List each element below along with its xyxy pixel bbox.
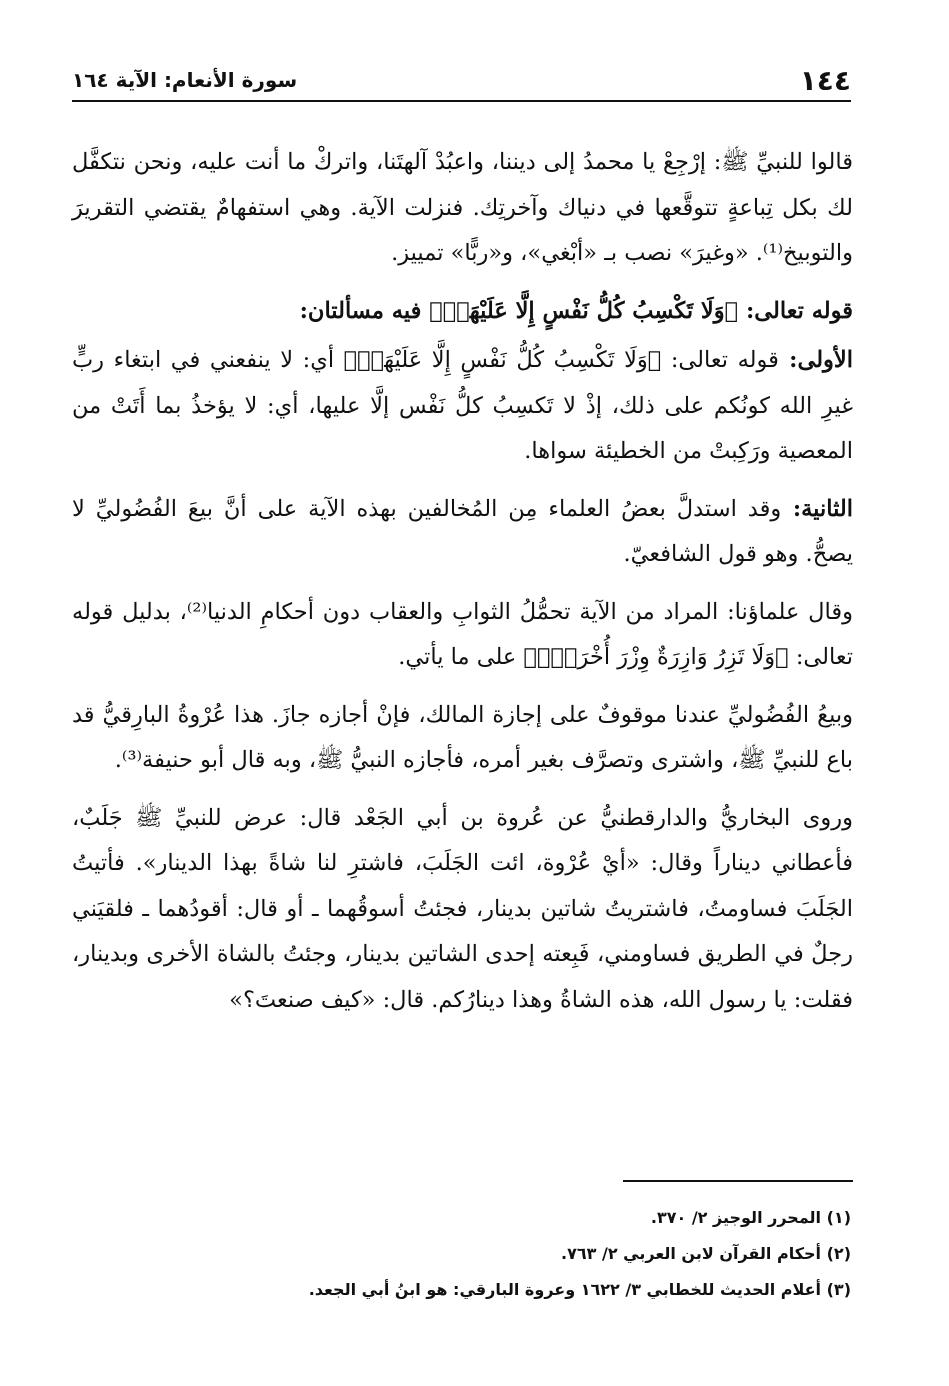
footnote-separator [623, 1180, 853, 1182]
paragraph-second-issue [72, 487, 853, 578]
page-number: ١٤٤ [799, 63, 851, 97]
footnote-1: (١) المحرر الوجيز ٢/ ٣٧٠. [650, 1208, 851, 1227]
footnotes [72, 1200, 851, 1308]
main-text [72, 140, 853, 1035]
paragraph-verse-heading [72, 289, 853, 335]
running-header [72, 60, 851, 100]
footnote-3: (٣) أعلام الحديث للخطابي ٣/ ١٦٢٢ وعروة البارقي: هو ابنُ أبي الجعد. [308, 1280, 851, 1299]
paragraph-intro: قالوا للنبيِّ ﷺ: إرْجِعْ يا محمدُ إلى ديننا، واعبُدْ آلهتَنا، واتركْ ما أنت عليه، ونحن نتكفَّل لك بكل تِباعةٍ تتوقَّعها في دنياك وآخرتِك. فنزلت الآية. وهي استفهامٌ يقتضي التقريرَ والتوبيخ⁽¹⁾. «وغيرَ» نصب بـ «أبْغي»، و«ربًّا» تمييز. [72, 149, 853, 266]
paragraph-scholars: وقال علماؤنا: المراد من الآية تحمُّلُ الثوابِ والعقاب دون أحكامِ الدنيا⁽²⁾، بدليل قوله تعالى: ﴿وَلَا تَزِرُ وَازِرَةٌ وِزْرَ أُخْرَىٰۚ﴾ على ما يأتي. [72, 598, 853, 670]
first-issue-text: قوله تعالى: ﴿وَلَا تَكْسِبُ كُلُّ نَفْسٍ إِلَّا عَلَيْهَاۚ﴾ أي: لا ينفعني في ابتغاء ربٍّ غيرِ الله كونُكم على ذلك، إذْ لا تَكسِبُ كلُّ نَفْس إلَّا عليها، أي: لا يؤخذُ بما أَتَتْ من المعصية ورَكِبتْ من الخطيئة سواها. [72, 347, 853, 464]
first-issue-label: الأولى: [778, 347, 854, 373]
paragraph-first-issue [72, 338, 853, 475]
second-issue-label: الثانية: [781, 495, 853, 522]
verse-heading-rest: فيه مسألتان: [299, 297, 430, 324]
header-rule [72, 100, 851, 102]
surah-title: سورة الأنعام: الآية ١٦٤ [72, 68, 298, 92]
quran-verse: ﴿وَلَا تَكْسِبُ كُلُّ نَفْسٍ إِلَّا عَلَيْهَاۚ﴾ [429, 297, 739, 324]
verse-heading-lead: قوله تعالى: [738, 297, 853, 324]
footnote-2: (٢) أحكام القرآن لابن العربي ٢/ ٧٦٣. [561, 1244, 851, 1263]
second-issue-text: وقد استدلَّ بعضُ العلماء مِن المُخالفين بهذه الآية على أنَّ بيعَ الفُضُوليِّ لا يصحُّ. وهو قول الشافعيّ. [72, 495, 853, 567]
paragraph-fuduli-sale: وبيعُ الفُضُوليِّ عندنا موقوفٌ على إجازة المالك، فإنْ أجازه جازَ. هذا عُرْوةُ البارِقيُّ قد باع للنبيِّ ﷺ، واشترى وتصرَّف بغير أمره، فأجازه النبيُّ ﷺ، وبه قال أبو حنيفة⁽³⁾. [72, 701, 853, 773]
paragraph-hadith: وروى البخاريُّ والدارقطنيُّ عن عُروة بن أبي الجَعْد قال: عرض للنبيِّ ﷺ جَلَبٌ، فأعطاني ديناراً وقال: «أيْ عُرْوة، ائت الجَلَبَ، فاشترِ لنا شاةً بهذا الدينار». فأتيتُ الجَلَبَ فساومتُ، فاشتريتُ شاتين بدينار، فجئتُ أسوقُهما ـ أو قال: أقودُهما ـ فلقيَني رجلٌ في الطريق فساومني، فَبِعته إحدى الشاتين بدينار، وجئتُ بالشاة الأخرى وبدينار، فقلت: يا رسول الله، هذه الشاةُ وهذا دينارُكم. قال: «كيف صنعتَ؟» [72, 804, 853, 1013]
